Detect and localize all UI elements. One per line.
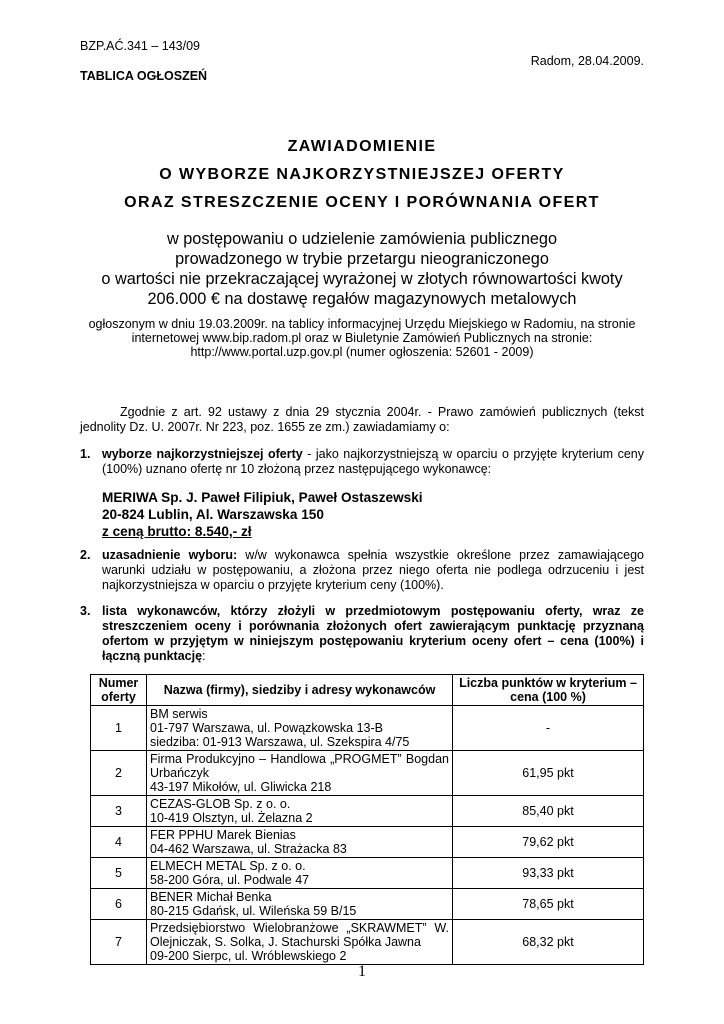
notice-board-label: TABLICA OGŁOSZEŃ (80, 69, 208, 83)
offer-number-cell: 7 (91, 920, 147, 965)
contractor-cell (147, 858, 453, 889)
contractor-line: 10-419 Olsztyn, ul. Żelazna 2 (150, 811, 313, 825)
points-cell: 78,65 pkt (453, 889, 644, 920)
offer-number-cell: 2 (91, 751, 147, 796)
title-line-3: ORAZ STRESZCZENIE OCENY I PORÓWNANIA OFERT (124, 194, 600, 211)
contractor-line: 09-200 Sierpc, ul. Wróblewskiego 2 (150, 949, 347, 963)
item-1-body: - jako najkorzystniejszą w oparciu o przyjęte kryterium ceny (100%) uznano ofertę nr 10 złożoną przez następującego wykonawcę: (102, 447, 644, 476)
subject-line-3: o wartości nie przekraczającej wyrażonej w złotych równowartości kwoty (101, 270, 623, 288)
contractor-cell (147, 889, 453, 920)
item-3 (80, 604, 644, 664)
contractor-line: siedziba: 01-913 Warszawa, ul. Szekspira 4/75 (150, 735, 410, 749)
offer-number-cell: 6 (91, 889, 147, 920)
offers-table (90, 674, 644, 965)
item-3-text (102, 604, 644, 664)
item-3-heading: lista wykonawców, którzy złożyli w przedmiotowym postępowaniu oferty, wraz ze streszczeniem oceny i porównania złożonych ofert zawierającym punktację przyznaną ofertom w przyjętym w niniejszym postępowaniu kryterium oceny ofert – cena (100%) i łączną punktację (102, 604, 644, 663)
item-1-text (102, 447, 644, 477)
contractor-line: 04-462 Warszawa, ul. Strażacka 83 (150, 842, 347, 856)
header-points: Liczba punktów w kryterium – cena (100 %) (453, 675, 644, 706)
offer-number-cell: 1 (91, 706, 147, 751)
contractor-name: MERIWA Sp. J. Paweł Filipiuk, Paweł Ostaszewski (102, 490, 423, 505)
item-1-number: 1. (80, 447, 91, 461)
selected-contractor (102, 489, 423, 540)
item-3-colon: : (202, 649, 206, 663)
header-contractor-name: Nazwa (firmy), siedziby i adresy wykonawców (147, 675, 453, 706)
document-title (0, 133, 724, 217)
contractor-line: 01-797 Warszawa, ul. Powązkowska 13-B (150, 721, 383, 735)
points-cell: 61,95 pkt (453, 751, 644, 796)
contractor-cell (147, 827, 453, 858)
table-row (91, 751, 644, 796)
table-row (91, 920, 644, 965)
document-reference: BZP.AĆ.341 – 143/09 (80, 39, 200, 53)
contractor-cell (147, 796, 453, 827)
announcement-line-2: internetowej www.bip.radom.pl oraz w Biuletynie Zamówień Publicznych na stronie: (131, 331, 593, 345)
page-number: 1 (358, 963, 366, 980)
contractor-cell (147, 706, 453, 751)
contractor-line: ELMECH METAL Sp. z o. o. (150, 859, 306, 873)
points-cell: 79,62 pkt (453, 827, 644, 858)
item-1 (80, 447, 644, 477)
offer-number-cell: 5 (91, 858, 147, 889)
item-3-number: 3. (80, 604, 91, 618)
contractor-line: Firma Produkcyjno – Handlowa „PROGMET” Bogdan Urbańczyk (150, 752, 449, 780)
points-cell: - (453, 706, 644, 751)
offer-number-cell: 3 (91, 796, 147, 827)
contractor-line: BENER Michał Benka (150, 890, 272, 904)
item-2-number: 2. (80, 548, 91, 562)
item-1-heading: wyborze najkorzystniejszej oferty (102, 447, 303, 461)
announcement-line-3: http://www.portal.uzp.gov.pl (numer ogłoszenia: 52601 - 2009) (190, 345, 534, 359)
intro-paragraph (80, 405, 644, 435)
contractor-line: FER PPHU Marek Bienias (150, 828, 296, 842)
subject-line-4: 206.000 € na dostawę regałów magazynowych metalowych (147, 290, 577, 308)
item-2-heading: uzasadnienie wyboru: (102, 548, 238, 562)
table-row (91, 827, 644, 858)
subject-line-2: prowadzonego w trybie przetargu nieograniczonego (175, 250, 549, 268)
points-cell: 93,33 pkt (453, 858, 644, 889)
contractor-cell (147, 920, 453, 965)
contractor-cell (147, 751, 453, 796)
procurement-subject (60, 229, 664, 309)
contractor-price: z ceną brutto: 8.540,- zł (102, 524, 252, 539)
offers-table-body (91, 706, 644, 965)
contractor-line: Przedsiębiorstwo Wielobranżowe „SKRAWMET” W. Olejniczak, S. Solka, J. Stachurski Spółka Jawna (150, 921, 449, 949)
contractor-line: 80-215 Gdańsk, ul. Wileńska 59 B/15 (150, 904, 357, 918)
item-2 (80, 548, 644, 593)
item-2-text (102, 548, 644, 593)
contractor-line: CEZAS-GLOB Sp. z o. o. (150, 797, 291, 811)
contractor-line: 58-200 Góra, ul. Podwale 47 (150, 873, 310, 887)
title-line-2: O WYBORZE NAJKORZYSTNIEJSZEJ OFERTY (159, 166, 565, 183)
points-cell: 68,32 pkt (453, 920, 644, 965)
intro-text: Zgodnie z art. 92 ustawy z dnia 29 stycznia 2004r. - Prawo zamówień publicznych (tekst jednolity Dz. U. 2007r. Nr 223, poz. 1655 ze zm.) zawiadamiamy o: (80, 405, 644, 434)
contractor-line: 43-197 Mikołów, ul. Gliwicka 218 (150, 780, 332, 794)
subject-line-1: w postępowaniu o udzielenie zamówienia publicznego (166, 230, 558, 248)
table-row (91, 889, 644, 920)
title-line-1: ZAWIADOMIENIE (287, 138, 437, 155)
offer-number-cell: 4 (91, 827, 147, 858)
contractor-line: BM serwis (150, 707, 208, 721)
table-row (91, 796, 644, 827)
table-header-row (91, 675, 644, 706)
header-offer-number: Numer oferty (91, 675, 147, 706)
place-date: Radom, 28.04.2009. (530, 54, 644, 68)
announcement-info (80, 317, 644, 359)
contractor-address: 20-824 Lublin, Al. Warszawska 150 (102, 507, 324, 522)
points-cell: 85,40 pkt (453, 796, 644, 827)
announcement-line-1: ogłoszonym w dniu 19.03.2009r. na tablicy informacyjnej Urzędu Miejskiego w Radomiu, na stronie (88, 317, 636, 331)
item-2-body: w/w wykonawca spełnia wszystkie określone przez zamawiającego warunki udziału w postępowaniu, a złożona przez niego oferta nie podlega odrzuceniu i jest najkorzystniejsza w oparciu o przyjęte kryterium ceny (100%). (102, 548, 644, 592)
table-row (91, 706, 644, 751)
table-row (91, 858, 644, 889)
